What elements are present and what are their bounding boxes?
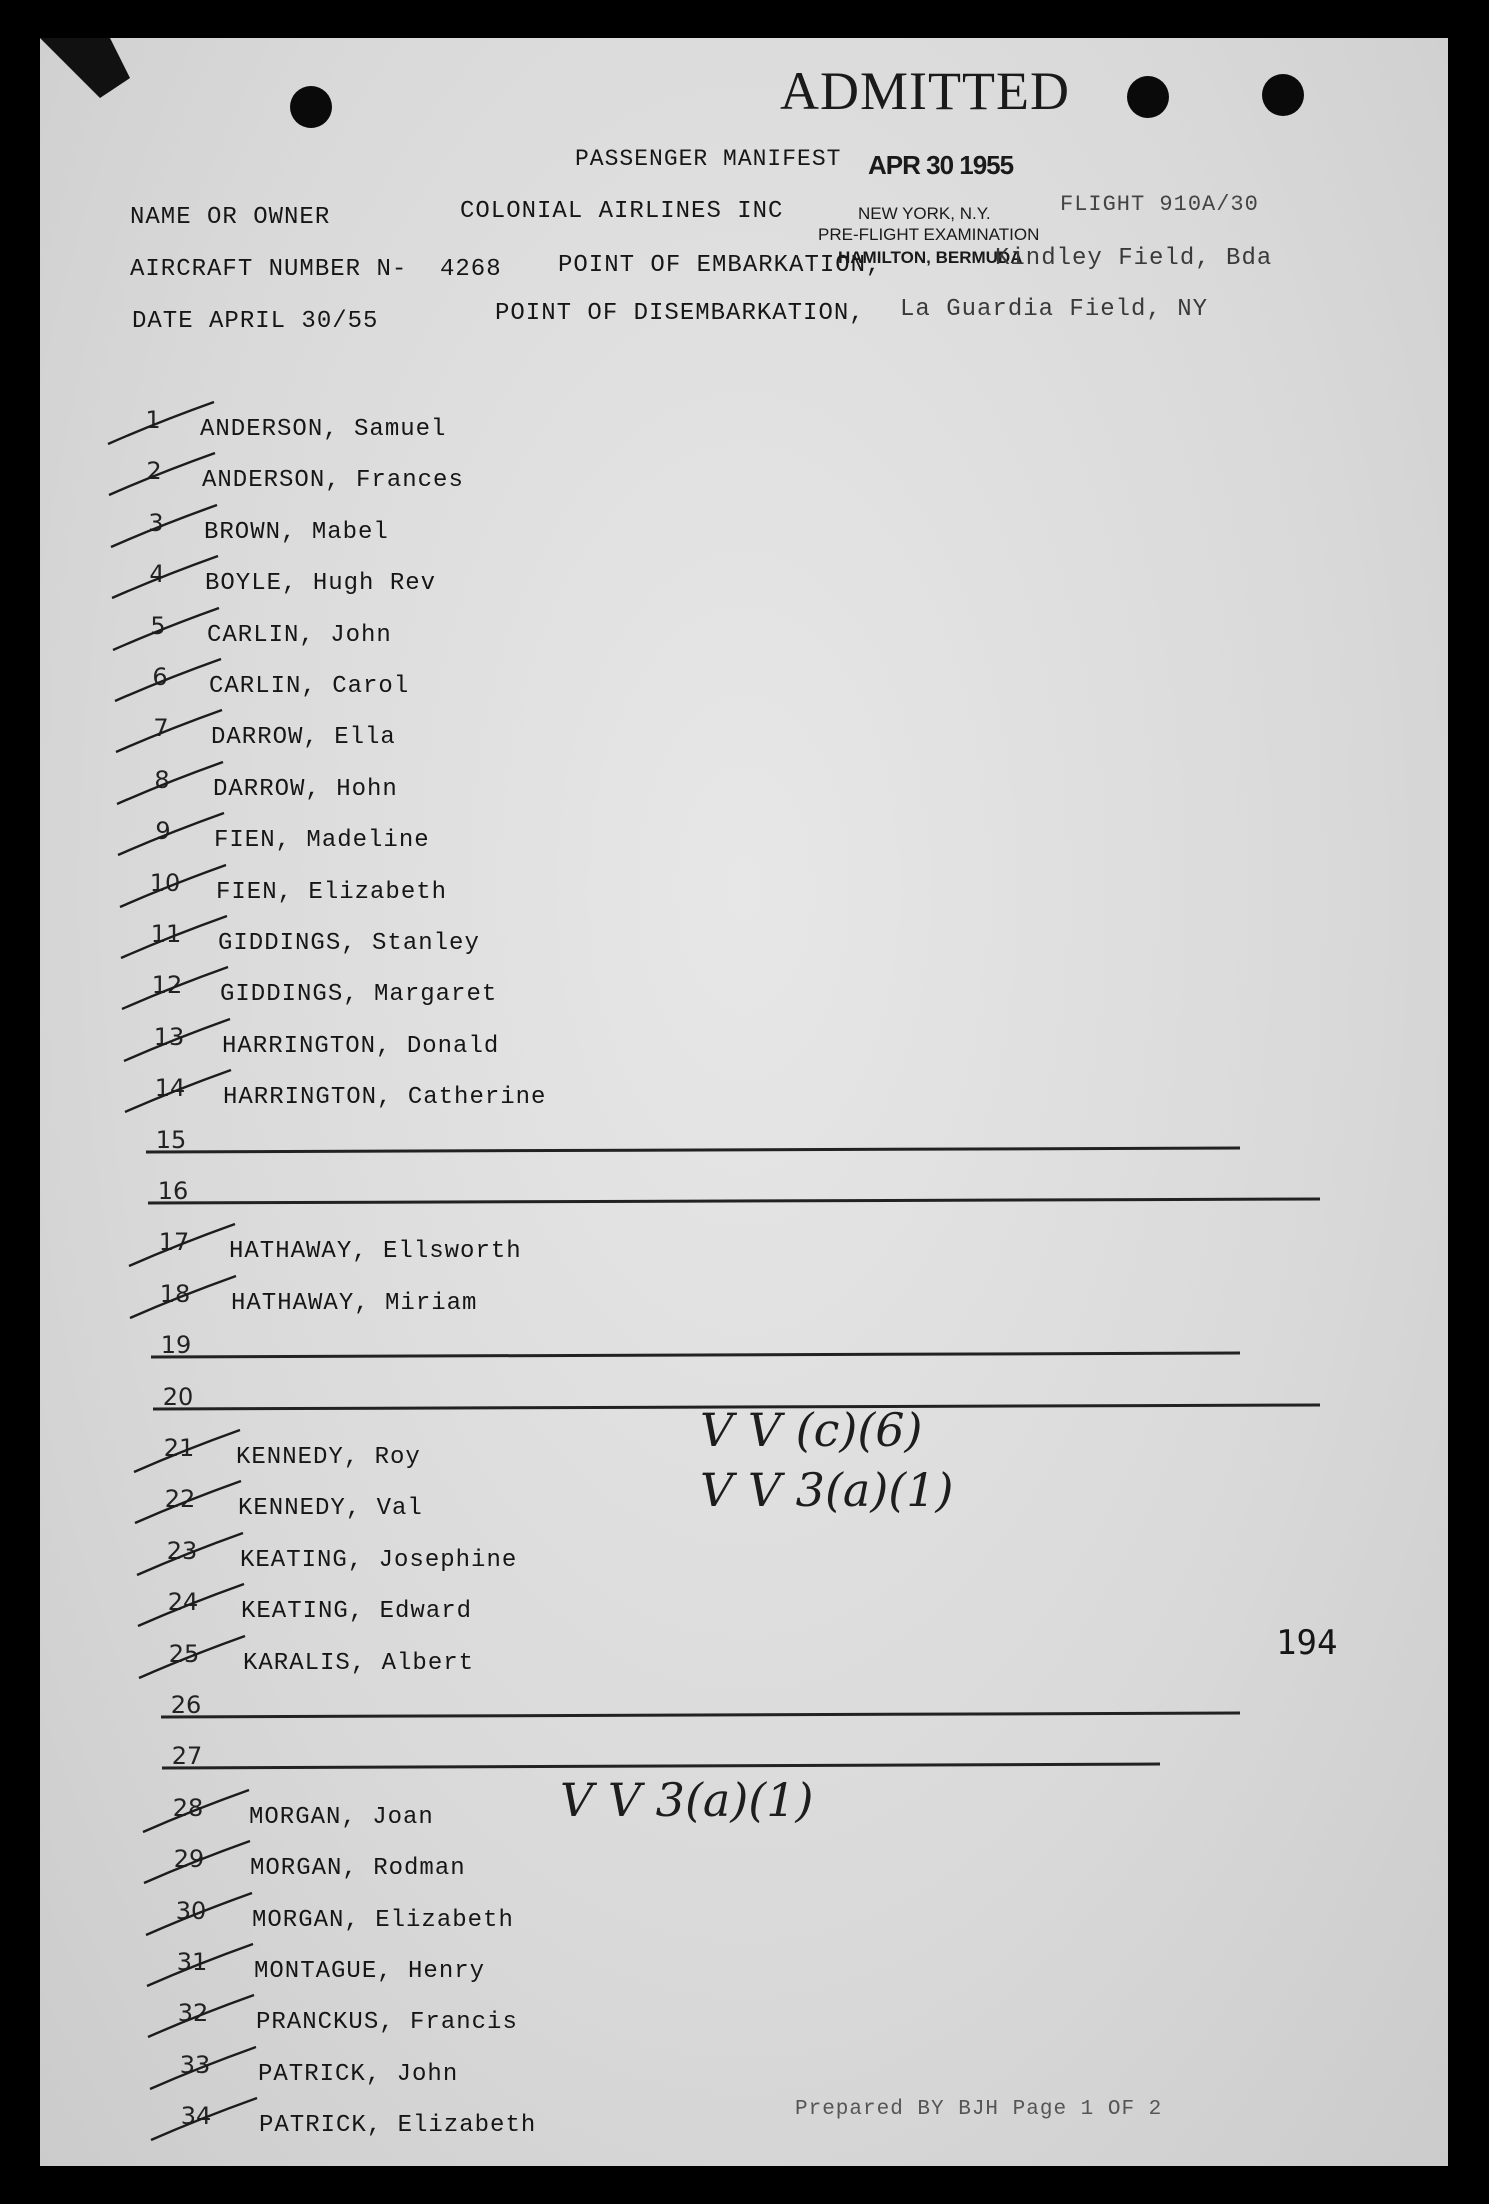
passenger-name: HATHAWAY, Ellsworth bbox=[229, 1238, 522, 1265]
strike-line bbox=[161, 1713, 1240, 1717]
check-stroke bbox=[137, 1533, 243, 1575]
passenger-name: CARLIN, Carol bbox=[209, 673, 410, 700]
passenger-name: HATHAWAY, Miriam bbox=[231, 1290, 478, 1317]
row-number: 22 bbox=[164, 1485, 196, 1513]
row-number: 30 bbox=[175, 1897, 207, 1925]
row-number: 16 bbox=[157, 1177, 189, 1205]
strike-line bbox=[162, 1764, 1160, 1768]
passenger-name: KEATING, Josephine bbox=[240, 1547, 518, 1574]
check-stroke bbox=[138, 1584, 244, 1626]
row-number: 27 bbox=[171, 1742, 203, 1770]
admitted-stamp: ADMITTED bbox=[780, 61, 1070, 121]
row-number: 4 bbox=[149, 560, 165, 588]
check-stroke bbox=[134, 1430, 240, 1472]
check-stroke bbox=[147, 1944, 253, 1986]
row-number: 32 bbox=[177, 1999, 209, 2027]
check-stroke bbox=[112, 556, 218, 598]
check-stroke bbox=[150, 2047, 256, 2089]
check-stroke bbox=[148, 1995, 254, 2037]
row-number: 2 bbox=[146, 457, 162, 485]
passenger-name: HARRINGTON, Donald bbox=[222, 1033, 500, 1060]
manifest-title: PASSENGER MANIFEST bbox=[575, 146, 842, 172]
passenger-name: PATRICK, John bbox=[258, 2061, 459, 2088]
row-number: 23 bbox=[166, 1537, 198, 1565]
date-stamp: APR 30 1955 bbox=[868, 150, 1014, 180]
row-number: 5 bbox=[150, 612, 166, 640]
check-stroke bbox=[108, 402, 214, 444]
check-stroke bbox=[118, 813, 224, 855]
row-number: 25 bbox=[168, 1640, 200, 1668]
strike-line bbox=[148, 1199, 1320, 1203]
row-number: 28 bbox=[172, 1794, 204, 1822]
row-number: 11 bbox=[150, 920, 182, 948]
row-number: 20 bbox=[162, 1383, 194, 1411]
row-number: 29 bbox=[173, 1845, 205, 1873]
passenger-name: ANDERSON, Frances bbox=[202, 467, 464, 494]
date-label: DATE APRIL 30/55 bbox=[132, 308, 379, 335]
row-number: 13 bbox=[153, 1023, 185, 1051]
passenger-name: GIDDINGS, Stanley bbox=[218, 930, 480, 957]
disembark-label: POINT OF DISEMBARKATION, bbox=[495, 300, 865, 327]
row-number: 26 bbox=[170, 1691, 202, 1719]
row-number: 6 bbox=[152, 663, 168, 691]
handwritten-note: V V (c)(6) bbox=[700, 1403, 923, 1457]
check-stroke bbox=[151, 2098, 257, 2140]
passenger-name: KARALIS, Albert bbox=[243, 1650, 475, 1677]
row-number: 18 bbox=[159, 1280, 191, 1308]
hamilton-stamp: HAMILTON, BERMUDA bbox=[838, 248, 1023, 267]
row-number: 14 bbox=[154, 1074, 186, 1102]
embark-value: Kindley Field, Bda bbox=[995, 245, 1273, 272]
strike-line bbox=[153, 1405, 1320, 1409]
check-stroke bbox=[122, 967, 228, 1009]
passenger-name: MONTAGUE, Henry bbox=[254, 1958, 486, 1985]
passenger-name: MORGAN, Joan bbox=[249, 1804, 434, 1831]
flight-number: FLIGHT 910A/30 bbox=[1060, 192, 1259, 217]
passenger-name: DARROW, Hohn bbox=[213, 776, 398, 803]
row-number: 17 bbox=[158, 1228, 190, 1256]
row-number: 3 bbox=[148, 509, 164, 537]
passenger-name: MORGAN, Rodman bbox=[250, 1855, 466, 1882]
row-number: 10 bbox=[149, 869, 181, 897]
passenger-name: MORGAN, Elizabeth bbox=[252, 1907, 514, 1934]
embark-label: POINT OF EMBARKATION, bbox=[558, 252, 882, 279]
strike-line bbox=[146, 1148, 1240, 1152]
check-stroke bbox=[121, 916, 227, 958]
passenger-name: ANDERSON, Samuel bbox=[200, 416, 447, 443]
row-number: 9 bbox=[155, 817, 171, 845]
passenger-name: CARLIN, John bbox=[207, 622, 392, 649]
check-stroke bbox=[143, 1790, 249, 1832]
passenger-name: KENNEDY, Roy bbox=[236, 1444, 421, 1471]
check-stroke bbox=[130, 1276, 236, 1318]
footer-prepared-by: Prepared BY BJH Page 1 OF 2 bbox=[795, 2098, 1163, 2121]
check-stroke bbox=[120, 865, 226, 907]
passenger-name: GIDDINGS, Margaret bbox=[220, 981, 498, 1008]
check-stroke bbox=[129, 1224, 235, 1266]
disembark-value: La Guardia Field, NY bbox=[900, 296, 1209, 323]
row-number: 12 bbox=[151, 971, 183, 999]
owner-value: COLONIAL AIRLINES INC bbox=[460, 198, 784, 225]
row-number: 19 bbox=[160, 1331, 192, 1359]
preflight-stamp: PRE-FLIGHT EXAMINATION bbox=[818, 225, 1040, 244]
passenger-name: KENNEDY, Val bbox=[238, 1495, 423, 1522]
row-number: 21 bbox=[163, 1434, 195, 1462]
passenger-name: BOYLE, Hugh Rev bbox=[205, 570, 437, 597]
handwritten-note: V V 3(a)(1) bbox=[700, 1463, 954, 1517]
check-stroke bbox=[144, 1841, 250, 1883]
owner-label: NAME OR OWNER bbox=[130, 204, 331, 231]
row-number: 34 bbox=[180, 2102, 212, 2130]
check-stroke bbox=[111, 505, 217, 547]
check-stroke bbox=[116, 710, 222, 752]
strike-line bbox=[151, 1353, 1240, 1357]
check-stroke bbox=[139, 1636, 245, 1678]
hand-marks bbox=[40, 38, 1448, 2166]
row-number: 1 bbox=[145, 406, 161, 434]
check-stroke bbox=[135, 1481, 241, 1523]
manifest-sheet bbox=[40, 38, 1448, 2166]
passenger-name: KEATING, Edward bbox=[241, 1598, 473, 1625]
check-stroke bbox=[146, 1893, 252, 1935]
row-number: 24 bbox=[167, 1588, 199, 1616]
page-number: 194 bbox=[1276, 1623, 1338, 1663]
aircraft-label: AIRCRAFT NUMBER N- bbox=[130, 256, 408, 283]
passenger-name: PATRICK, Elizabeth bbox=[259, 2112, 537, 2139]
check-stroke bbox=[117, 762, 223, 804]
check-stroke bbox=[124, 1019, 230, 1061]
passenger-name: DARROW, Ella bbox=[211, 724, 396, 751]
aircraft-value: 4268 bbox=[440, 256, 502, 283]
newyork-stamp: NEW YORK, N.Y. bbox=[858, 204, 991, 223]
passenger-name: FIEN, Madeline bbox=[214, 827, 430, 854]
row-number: 33 bbox=[179, 2051, 211, 2079]
check-stroke bbox=[109, 453, 215, 495]
check-stroke bbox=[125, 1070, 231, 1112]
handwritten-note: V V 3(a)(1) bbox=[560, 1773, 814, 1827]
row-number: 15 bbox=[155, 1126, 187, 1154]
passenger-name: PRANCKUS, Francis bbox=[256, 2009, 518, 2036]
row-number: 31 bbox=[176, 1948, 208, 1976]
passenger-name: BROWN, Mabel bbox=[204, 519, 389, 546]
passenger-name: FIEN, Elizabeth bbox=[216, 879, 448, 906]
row-number: 7 bbox=[153, 714, 169, 742]
row-number: 8 bbox=[154, 766, 170, 794]
check-stroke bbox=[113, 608, 219, 650]
corner-damage bbox=[40, 38, 130, 98]
check-stroke bbox=[115, 659, 221, 701]
passenger-name: HARRINGTON, Catherine bbox=[223, 1084, 547, 1111]
